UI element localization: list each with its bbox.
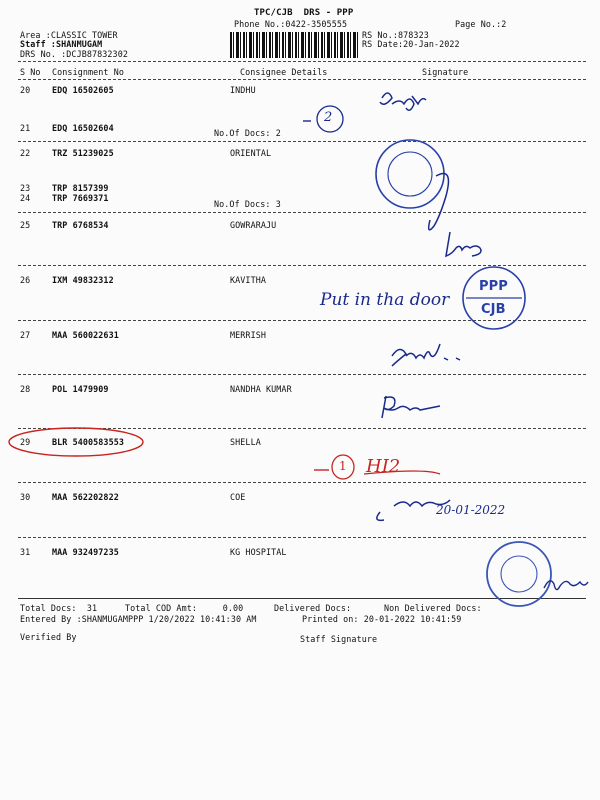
row-consignment: TRP 6768534	[52, 220, 109, 230]
row-sno: 25	[20, 220, 31, 230]
annotation-circle-2: 2	[324, 110, 333, 125]
stamp-ppp: PPP	[479, 279, 508, 294]
signature-merrish	[392, 344, 460, 366]
row-consignee: INDHU	[230, 85, 256, 95]
col-sno: S No	[20, 67, 41, 77]
row-sno: 29	[20, 437, 31, 447]
row-consignment: EDQ 16502604	[52, 123, 114, 133]
signature-gowraraju	[446, 232, 481, 256]
signature-oriental	[429, 174, 449, 230]
rs-number: RS No.:878323	[362, 30, 429, 40]
annotation-date: 20-01-2022	[436, 503, 506, 517]
row-sno: 31	[20, 547, 31, 557]
row-consignment: TRZ 51239025	[52, 148, 114, 158]
row-sno: 21	[20, 123, 31, 133]
delivered-docs: Delivered Docs:	[274, 603, 352, 613]
col-consignee: Consignee Details	[240, 67, 328, 77]
hospital-stamp	[487, 542, 551, 606]
row-consignment: BLR 5400583553	[52, 437, 124, 447]
drs-number: DRS No. :DCJB87832302	[20, 49, 128, 59]
annotation-put-in-door: Put in tha door	[320, 290, 450, 310]
row-sno: 28	[20, 384, 31, 394]
verified-by: Verified By	[20, 632, 77, 642]
oriental-stamp	[376, 140, 444, 208]
row-sno: 24	[20, 193, 31, 203]
col-consignment: Consignment No	[52, 67, 124, 77]
entered-by: Entered By :SHANMUGAMPPP 1/20/2022 10:41:30 AM	[20, 614, 257, 624]
row-consignee: NANDHA KUMAR	[230, 384, 292, 394]
hospital-stamp-inner	[501, 556, 537, 592]
row-consignment: MAA 932497235	[52, 547, 119, 557]
row-consignee: GOWRARAJU	[230, 220, 277, 230]
highlight-oval	[9, 428, 143, 456]
page-number: Page No.:2	[455, 19, 507, 29]
row-docs: No.Of Docs: 3	[214, 199, 281, 209]
row-sno: 27	[20, 330, 31, 340]
rs-date: RS Date:20-Jan-2022	[362, 39, 460, 49]
row-consignee: KAVITHA	[230, 275, 266, 285]
non-delivered-docs: Non Delivered Docs:	[384, 603, 482, 613]
signature-nandha	[382, 396, 440, 418]
row-sno: 30	[20, 492, 31, 502]
annotation-hi2: HI2	[366, 456, 401, 477]
total-docs: Total Docs: 31	[20, 603, 98, 613]
row-docs: No.Of Docs: 2	[214, 128, 281, 138]
row-sno: 22	[20, 148, 31, 158]
row-consignment: TRP 7669371	[52, 193, 109, 203]
col-signature: Signature	[422, 67, 469, 77]
oriental-stamp-inner	[388, 152, 432, 196]
row-consignment: POL 1479909	[52, 384, 109, 394]
row-sno: 20	[20, 85, 31, 95]
area-label: Area :CLASSIC TOWER	[20, 30, 118, 40]
stamp-cjb: CJB	[481, 302, 506, 317]
row-sno: 23	[20, 183, 31, 193]
staff-signature-label: Staff Signature	[300, 634, 378, 644]
row-consignment: MAA 562202822	[52, 492, 119, 502]
row-consignment: MAA 560022631	[52, 330, 119, 340]
row-consignee: SHELLA	[230, 437, 261, 447]
document-title: TPC/CJB DRS - PPP	[254, 8, 354, 18]
row-consignment: EDQ 16502605	[52, 85, 114, 95]
printed-on: Printed on: 20-01-2022 10:41:59	[302, 614, 462, 624]
row-consignee: ORIENTAL	[230, 148, 272, 158]
row-sno: 26	[20, 275, 31, 285]
staff-label: Staff :SHANMUGAM	[20, 39, 103, 49]
signature-indhu	[380, 93, 426, 110]
row-consignee: COE	[230, 492, 246, 502]
annotation-circle-1: 1	[339, 459, 347, 473]
row-consignment: TRP 8157399	[52, 183, 109, 193]
phone-number: Phone No.:0422-3505555	[234, 19, 348, 29]
total-cod: Total COD Amt: 0.00	[125, 603, 244, 613]
row-consignee: MERRISH	[230, 330, 266, 340]
row-consignee: KG HOSPITAL	[230, 547, 287, 557]
row-consignment: IXM 49832312	[52, 275, 114, 285]
